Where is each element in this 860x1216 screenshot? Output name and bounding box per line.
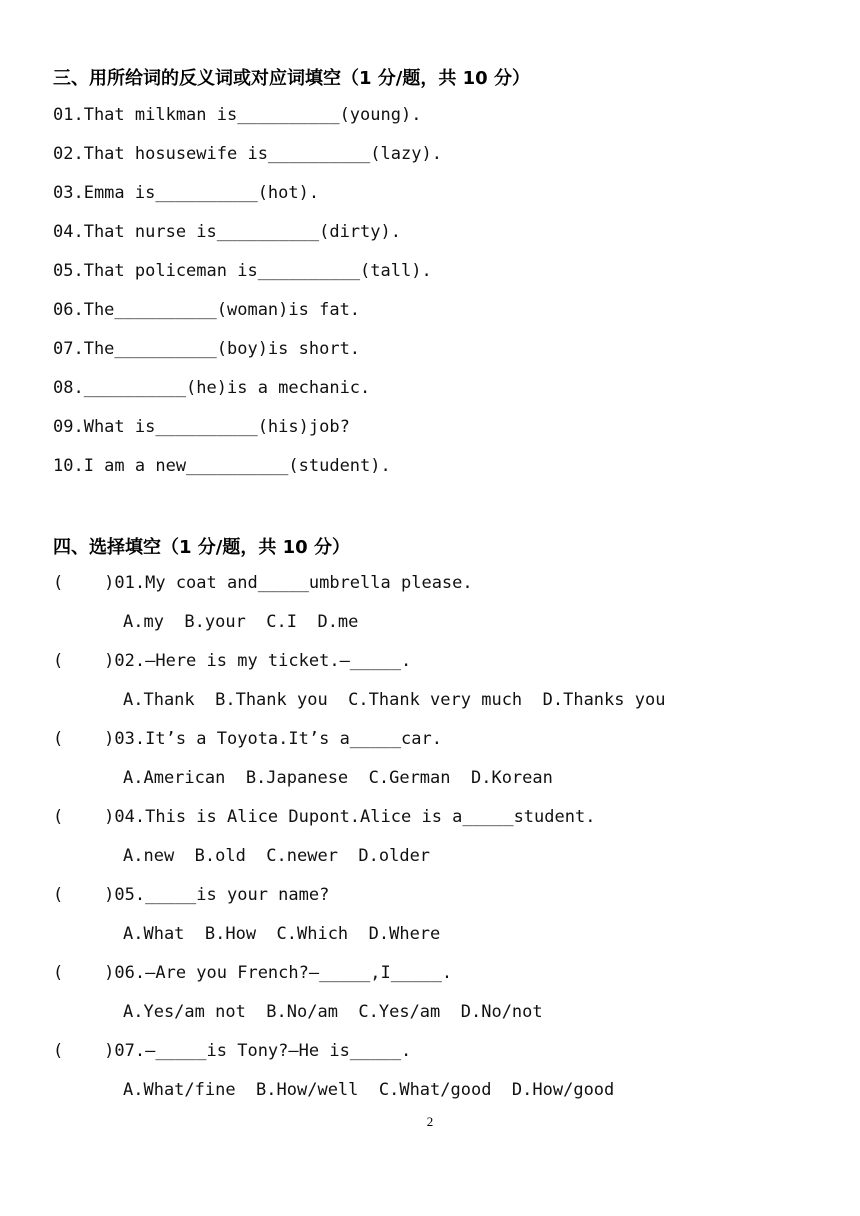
choice-question-01-options: A.my B.your C.I D.me (123, 612, 359, 632)
fill-blank-item-01: 01.That milkman is__________(young). (53, 105, 422, 125)
choice-question-07-stem: ( )07.—_____is Tony?—He is_____. (53, 1041, 412, 1061)
fill-blank-item-09: 09.What is__________(his)job? (53, 417, 350, 437)
fill-blank-item-08: 08.__________(he)is a mechanic. (53, 378, 371, 398)
choice-question-06-options: A.Yes/am not B.No/am C.Yes/am D.No/not (123, 1002, 543, 1022)
section-4-heading: 四、选择填空（1 分/题，共 10 分） (53, 537, 350, 558)
choice-question-01-stem: ( )01.My coat and_____umbrella please. (53, 573, 473, 593)
choice-question-05-options: A.What B.How C.Which D.Where (123, 924, 441, 944)
fill-blank-item-06: 06.The__________(woman)is fat. (53, 300, 361, 320)
choice-question-04-options: A.new B.old C.newer D.older (123, 846, 431, 866)
section-3-heading: 三、用所给词的反义词或对应词填空（1 分/题，共 10 分） (53, 68, 530, 89)
choice-question-05-stem: ( )05._____is your name? (53, 885, 330, 905)
page-number: 2 (426, 1114, 434, 1129)
fill-blank-item-05: 05.That policeman is__________(tall). (53, 261, 432, 281)
choice-question-04-stem: ( )04.This is Alice Dupont.Alice is a_____student. (53, 807, 596, 827)
fill-blank-item-03: 03.Emma is__________(hot). (53, 183, 320, 203)
choice-question-07-options: A.What/fine B.How/well C.What/good D.How/good (123, 1080, 615, 1100)
choice-question-02-stem: ( )02.—Here is my ticket.—_____. (53, 651, 412, 671)
choice-question-03-options: A.American B.Japanese C.German D.Korean (123, 768, 553, 788)
choice-question-06-stem: ( )06.—Are you French?—_____,I_____. (53, 963, 453, 983)
fill-blank-item-07: 07.The__________(boy)is short. (53, 339, 361, 359)
fill-blank-item-10: 10.I am a new__________(student). (53, 456, 391, 476)
fill-blank-item-04: 04.That nurse is__________(dirty). (53, 222, 401, 242)
fill-blank-item-02: 02.That hosusewife is__________(lazy). (53, 144, 442, 164)
choice-question-03-stem: ( )03.It’s a Toyota.It’s a_____car. (53, 729, 442, 749)
choice-question-02-options: A.Thank B.Thank you C.Thank very much D.Thanks you (123, 690, 666, 710)
